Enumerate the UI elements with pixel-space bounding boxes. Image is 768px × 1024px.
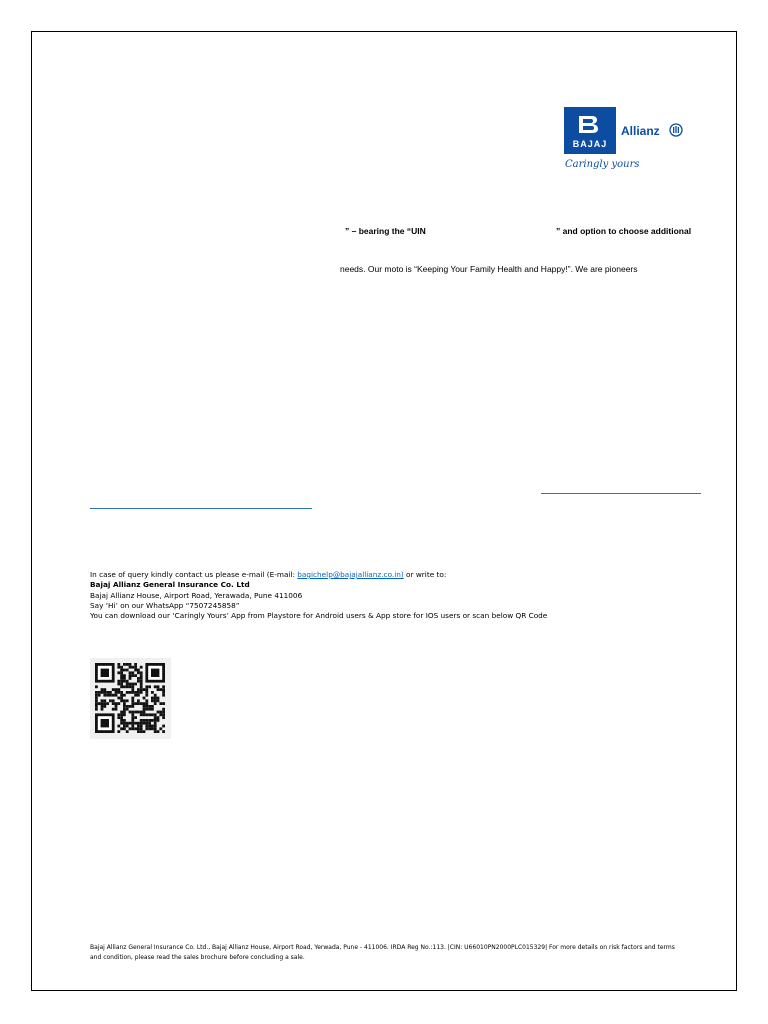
allianz-eagle-icon xyxy=(669,123,683,137)
bajaj-logo-box xyxy=(564,107,616,154)
body-line1-part-a: ” – bearing the “UIN xyxy=(345,226,426,236)
company-address: Bajaj Allianz House, Airport Road, Yerawada, Pune 411006 xyxy=(90,590,303,600)
contact-line-query xyxy=(90,570,547,580)
whatsapp-line: Say ‘Hi’ on our WhatsApp “7507245858” xyxy=(90,600,240,610)
app-download-line: You can download our ‘Caringly Yours’ App from Playstore for Android users & App store for IOS users or scan below QR Code xyxy=(90,611,548,621)
email-link[interactable]: bagichelp@bajajallianz.co.in) xyxy=(297,570,404,579)
contact-block xyxy=(90,570,547,621)
bajaj-wordmark: BAJAJ xyxy=(572,139,608,149)
contact-query-text: In case of query kindly contact us please e-mail (E-mail: xyxy=(90,570,298,579)
company-name: Bajaj Allianz General Insurance Co. Ltd xyxy=(90,580,250,590)
body-line2: needs. Our moto is “Keeping Your Family Health and Happy!”. We are pioneers xyxy=(340,264,638,274)
bajaj-allianz-logo xyxy=(564,107,694,177)
link-underline-left xyxy=(90,508,312,509)
qr-code[interactable] xyxy=(90,658,171,739)
body-line1-part-b: ” and option to choose additional xyxy=(556,226,692,236)
allianz-wordmark: Allianz xyxy=(621,124,660,138)
bajaj-b-icon xyxy=(577,114,599,134)
logo-tagline: Caringly yours xyxy=(565,159,640,170)
contact-write-text: or write to: xyxy=(403,570,447,579)
qr-code-image xyxy=(90,658,171,739)
footer-disclaimer: Bajaj Allianz General Insurance Co. Ltd., Bajaj Allianz House, Airport Road, Yerwada, Pune - 411006. IRDA Reg No.:113. |CIN: U66010PN2000PLC015329| For more details on risk factors and terms and condition, please read the sales brochure before concluding a sale. xyxy=(90,944,675,961)
link-underline-right xyxy=(541,493,701,494)
